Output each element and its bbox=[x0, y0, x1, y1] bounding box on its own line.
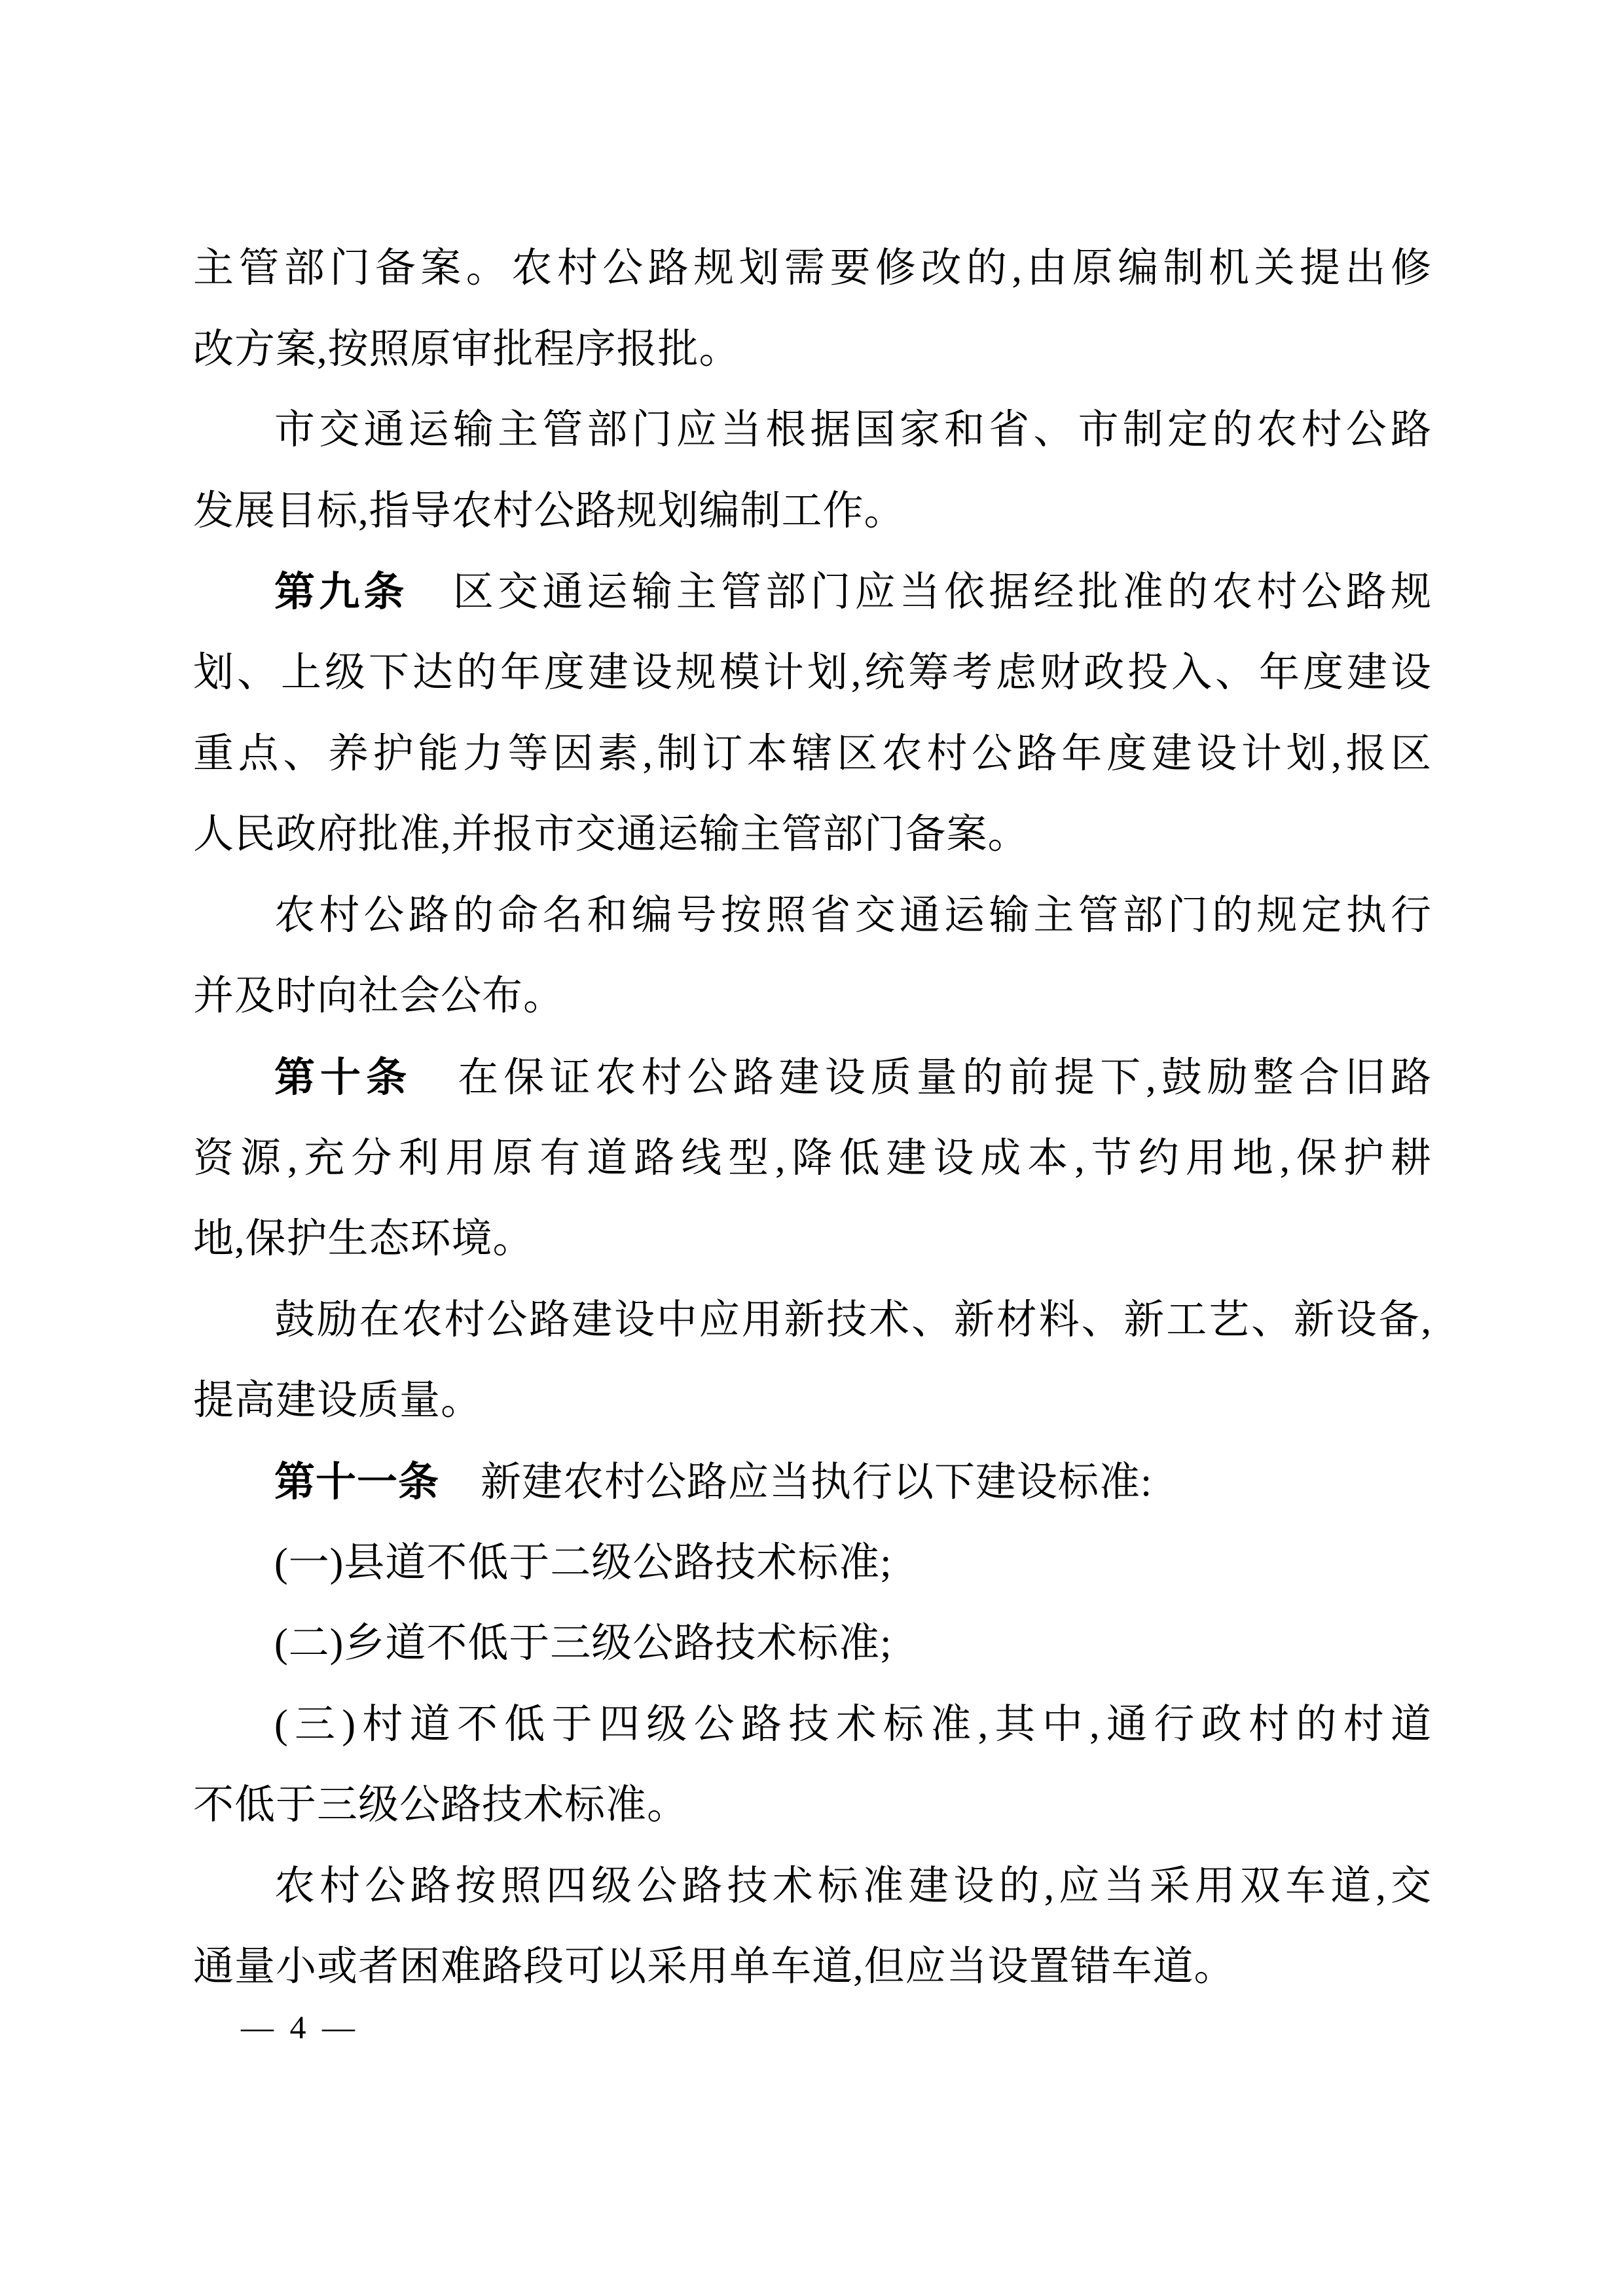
text-run: (三)村道不低于四级公路技术标准,其中,通行政村的村道 bbox=[274, 1702, 1432, 1747]
text-line bbox=[193, 390, 1432, 471]
text-line bbox=[193, 1604, 1432, 1685]
text-run: 提高建设质量。 bbox=[193, 1378, 483, 1424]
text-line bbox=[193, 1199, 1432, 1280]
text-line bbox=[193, 1119, 1432, 1200]
article-number: 第十条 bbox=[274, 1054, 412, 1100]
text-line bbox=[193, 1685, 1432, 1766]
text-run: 重点、养护能力等因素,制订本辖区农村公路年度建设计划,报区 bbox=[193, 731, 1432, 776]
text-run: 地,保护生态环境。 bbox=[193, 1217, 534, 1262]
text-run: 不低于三级公路技术标准。 bbox=[193, 1783, 689, 1828]
text-run: 资源,充分利用原有道路线型,降低建设成本,节约用地,保护耕 bbox=[193, 1136, 1432, 1181]
text-run: 鼓励在农村公路建设中应用新技术、新材料、新工艺、新设备, bbox=[274, 1297, 1432, 1342]
text-run: 划、上级下达的年度建设规模计划,统筹考虑财政投入、年度建设 bbox=[193, 650, 1432, 695]
document-text-block bbox=[193, 228, 1432, 2008]
text-run: 新建农村公路应当执行以下建设标准: bbox=[439, 1460, 1153, 1505]
text-line bbox=[193, 1765, 1432, 1846]
text-line bbox=[193, 714, 1432, 795]
text-line bbox=[193, 956, 1432, 1037]
text-line bbox=[193, 310, 1432, 391]
text-run: 农村公路的命名和编号按照省交通运输主管部门的规定执行 bbox=[274, 893, 1432, 938]
text-line bbox=[193, 1846, 1432, 1928]
text-line bbox=[193, 876, 1432, 957]
text-line bbox=[193, 633, 1432, 714]
text-run: 主管部门备案。农村公路规划需要修改的,由原编制机关提出修 bbox=[193, 246, 1432, 291]
article-number: 第十一条 bbox=[274, 1459, 440, 1505]
text-line bbox=[193, 228, 1432, 310]
text-run: 在保证农村公路建设质量的前提下,鼓励整合旧路 bbox=[412, 1055, 1432, 1100]
text-run: 区交通运输主管部门应当依据经批准的农村公路规 bbox=[408, 570, 1432, 615]
article-number: 第九条 bbox=[274, 569, 409, 615]
text-line bbox=[193, 1523, 1432, 1604]
text-line bbox=[193, 1442, 1432, 1523]
text-line bbox=[193, 795, 1432, 876]
text-run: 通量小或者困难路段可以采用单车道,但应当设置错车道。 bbox=[193, 1945, 1235, 1990]
text-line bbox=[193, 552, 1432, 633]
text-run: 人民政府批准,并报市交通运输主管部门备案。 bbox=[193, 812, 1029, 857]
text-line bbox=[193, 1037, 1432, 1119]
text-line bbox=[193, 471, 1432, 552]
text-line bbox=[193, 1927, 1432, 2008]
text-run: 发展目标,指导农村公路规划编制工作。 bbox=[193, 488, 905, 533]
page-number: — 4 — bbox=[241, 2009, 359, 2045]
text-run: (一)县道不低于二级公路技术标准; bbox=[274, 1540, 892, 1585]
text-run: 农村公路按照四级公路技术标准建设的,应当采用双车道,交 bbox=[274, 1863, 1432, 1909]
text-run: 市交通运输主管部门应当根据国家和省、市制定的农村公路 bbox=[274, 408, 1432, 453]
text-run: (二)乡道不低于三级公路技术标准; bbox=[274, 1621, 892, 1666]
text-line bbox=[193, 1280, 1432, 1361]
text-run: 并及时向社会公布。 bbox=[193, 974, 565, 1019]
text-run: 改方案,按照原审批程序报批。 bbox=[193, 327, 740, 372]
text-line bbox=[193, 1361, 1432, 1442]
